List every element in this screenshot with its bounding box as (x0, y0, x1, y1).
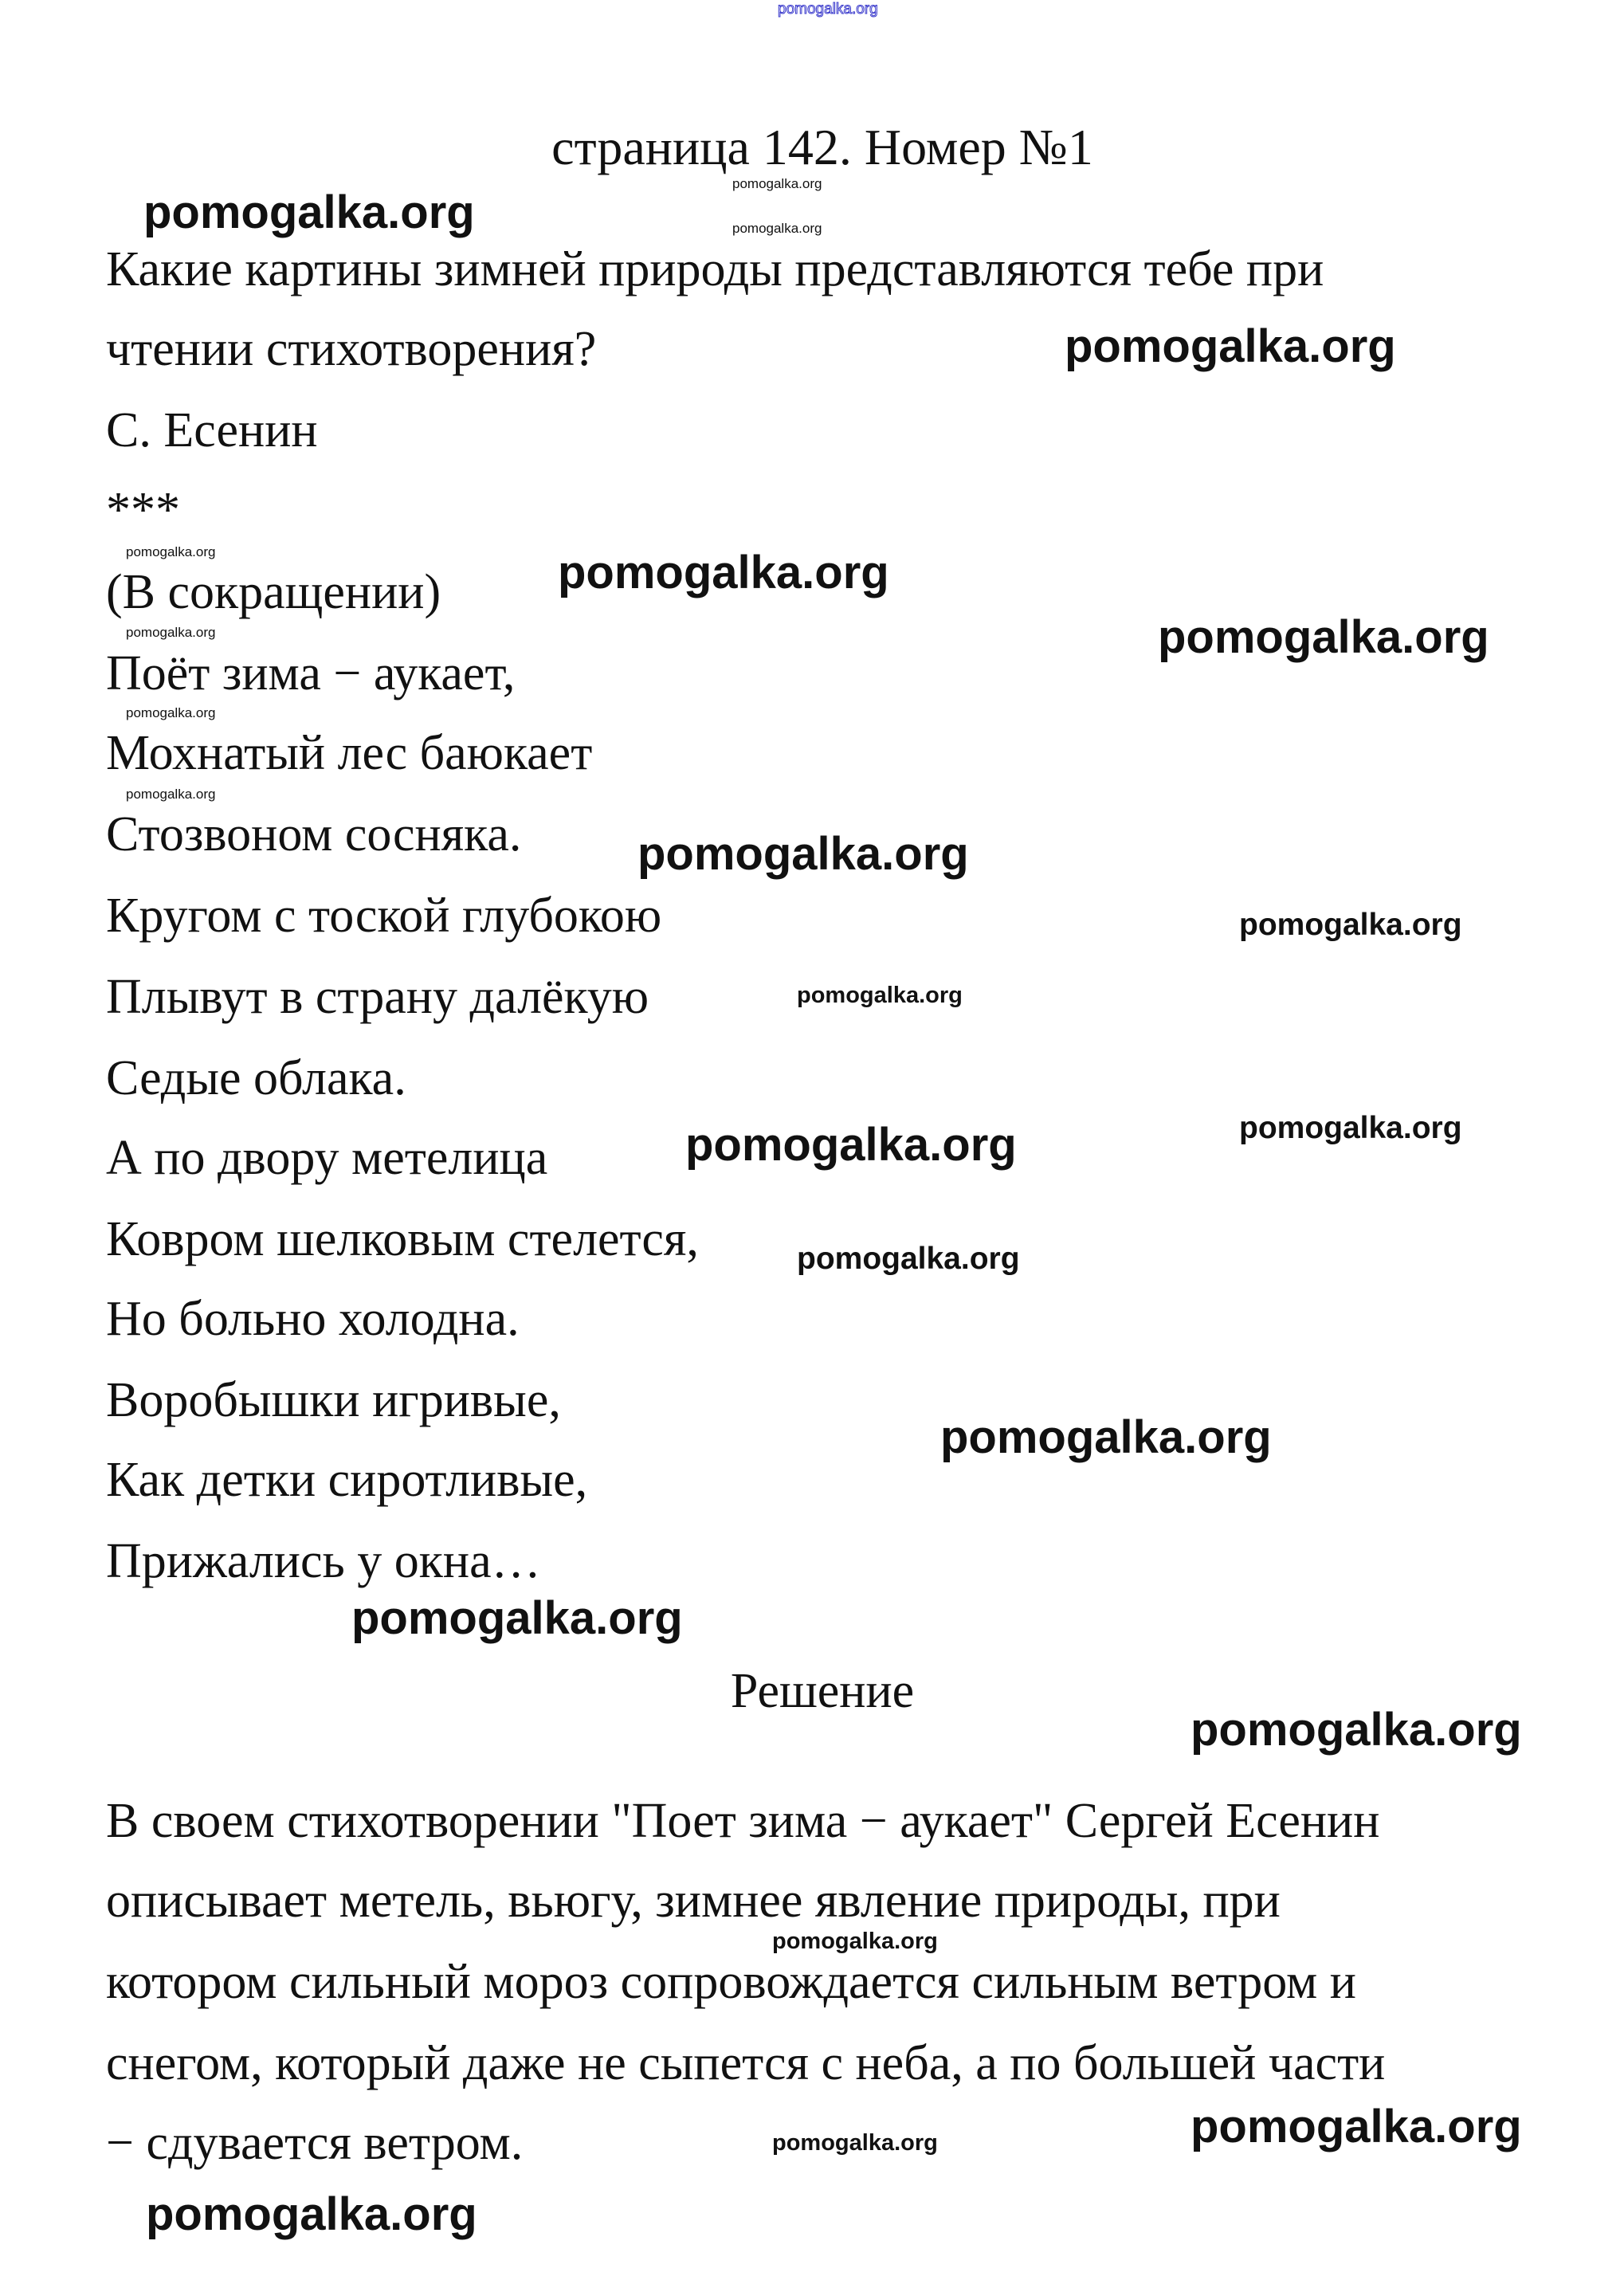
poem-line: Но больно холодна. (106, 1292, 520, 1346)
poem-line: А по двору метелица (106, 1131, 548, 1185)
page-title: страница 142. Номер №1 (551, 119, 1093, 175)
watermark: pomogalka.org (146, 2188, 477, 2240)
poem-line: Мохнатый лес баюкает (106, 726, 593, 780)
separator: *** (106, 483, 180, 537)
poem-line: Прижались у окна… (106, 1534, 541, 1588)
watermark: pomogalka.org (126, 625, 216, 640)
poem-line: Плывут в страну далёкую (106, 970, 649, 1024)
poem-line: Кругом с тоской глубокою (106, 889, 662, 943)
watermark: pomogalka.org (126, 787, 216, 802)
watermark: pomogalka.org (772, 2130, 938, 2156)
watermark: pomogalka.org (772, 1929, 938, 1954)
solution-line: снегом, который даже не сыпется с неба, а по большей части (106, 2036, 1386, 2090)
watermark: pomogalka.org (126, 544, 216, 559)
watermark: pomogalka.org (637, 828, 969, 880)
watermark: pomogalka.org (143, 186, 475, 238)
watermark: pomogalka.org (1239, 1111, 1462, 1145)
poem-author: С. Есенин (106, 403, 318, 457)
watermark: pomogalka.org (732, 176, 822, 191)
watermark: pomogalka.org (797, 983, 963, 1008)
question-line-1: Какие картины зимней природы представляются тебе при (106, 242, 1324, 296)
site-link[interactable]: pomogalka.org (778, 1, 878, 18)
question-line-2: чтении стихотворения? (106, 322, 597, 376)
watermark: pomogalka.org (1191, 2101, 1522, 2152)
watermark: pomogalka.org (732, 221, 822, 236)
abridged-note: (В сокращении) (106, 565, 441, 619)
poem-line: Стозвоном сосняка. (106, 807, 522, 861)
watermark: pomogalka.org (940, 1411, 1272, 1463)
solution-line: описывает метель, вьюгу, зимнее явление природы, при (106, 1874, 1281, 1928)
watermark: pomogalka.org (351, 1592, 683, 1644)
solution-line: − сдувается ветром. (106, 2116, 524, 2170)
poem-line: Воробышки игривые, (106, 1373, 561, 1427)
watermark: pomogalka.org (1065, 320, 1396, 372)
poem-line: Седые облака. (106, 1051, 406, 1105)
poem-line: Как детки сиротливые, (106, 1453, 588, 1507)
solution-line: В своем стихотворении "Поет зима − аукает" Сергей Есенин (106, 1794, 1380, 1848)
watermark: pomogalka.org (1191, 1704, 1522, 1756)
poem-line: Поёт зима − аукает, (106, 646, 516, 700)
watermark: pomogalka.org (558, 547, 889, 598)
watermark: pomogalka.org (126, 705, 216, 720)
watermark: pomogalka.org (1158, 611, 1489, 663)
solution-line: котором сильный мороз сопровождается сильным ветром и (106, 1955, 1356, 2009)
watermark: pomogalka.org (1239, 908, 1462, 942)
solution-heading: Решение (730, 1664, 915, 1718)
poem-line: Ковром шелковым стелется, (106, 1212, 699, 1266)
watermark: pomogalka.org (797, 1242, 1020, 1276)
watermark: pomogalka.org (685, 1119, 1017, 1171)
